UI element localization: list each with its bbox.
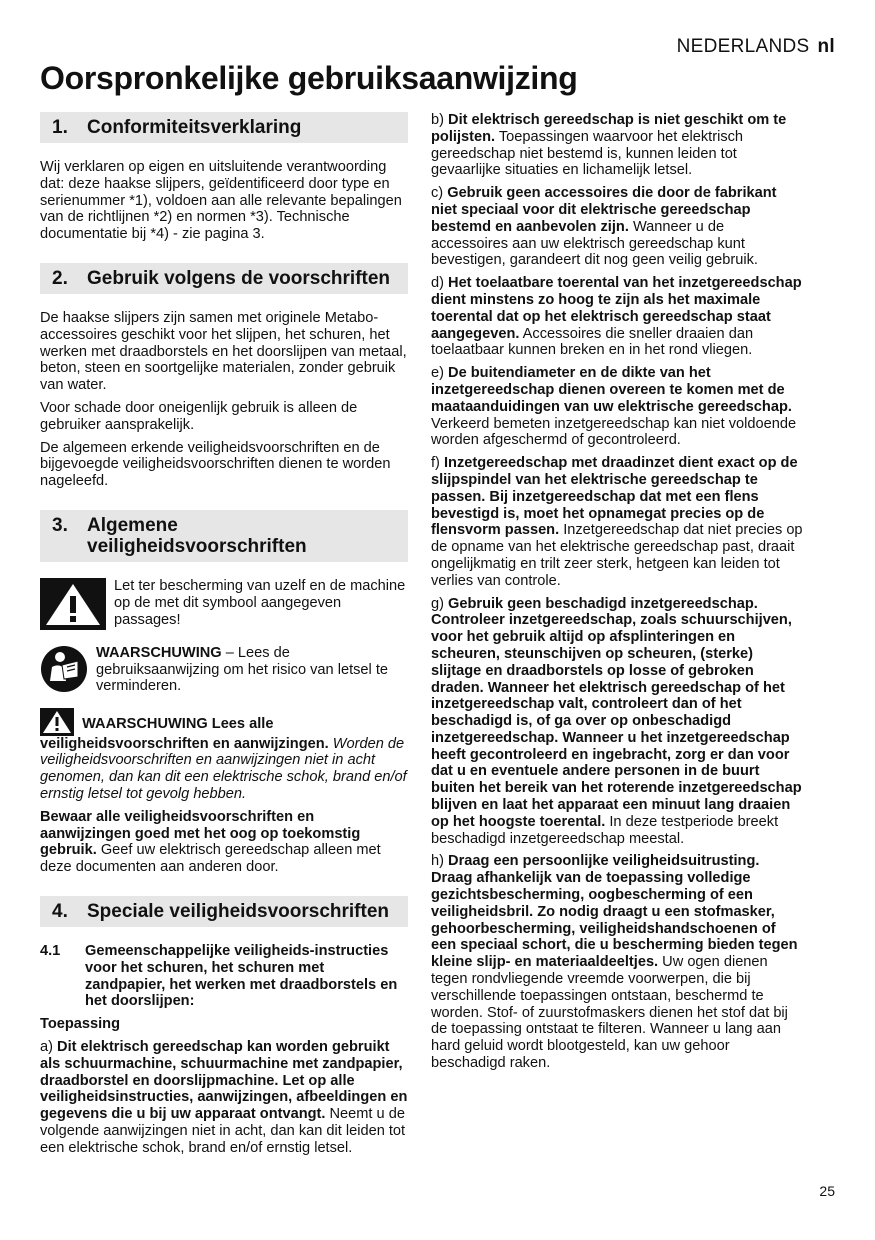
page-title: Oorspronkelijke gebruiksaanwijzing bbox=[40, 60, 578, 96]
section-title: Algemene veiligheidsvoorschriften bbox=[87, 514, 307, 557]
section-number: 1. bbox=[52, 117, 68, 138]
item-f: f) Inzetgereedschap met draadinzet dient exact op de slijpspindel van het elektrische gereedschap te passen. Bij inzetgereedschap dat met een flens bevestigd is, moet het opnamegat precies op de flensvorm passen. Inzetgereedschap dat niet precies op de opname van het elektrische gereedschap past, draait ongelijkmatig en trilt zeer sterk, hetgeen kan leiden tot verlies van controle. bbox=[431, 455, 803, 589]
keep-instructions-text: Bewaar alle veiligheidsvoorschriften en aanwijzingen goed met het oog op toekomstig gebruik. Geef uw elektrisch gereedschap alleen met deze documenten aan anderen door. bbox=[40, 808, 381, 876]
warning-text: – Lees de gebruiksaanwijzing om het risico van letsel te verminderen. bbox=[96, 644, 389, 695]
section-number: 4. bbox=[52, 900, 68, 922]
liability-text: Voor schade door oneigenlijk gebruik is alleen de gebruiker aansprakelijk. bbox=[40, 399, 358, 433]
item-a: a) Dit elektrisch gereedschap kan worden gebruikt als schuurmachine, schuurmachine met zandpapier, draadborstel en doorslijpmachine. Let op alle veiligheidsinstructies, aanwijzingen, afbeeldingen en gegevens die u bij uw apparaat ontvangt. Neemt u de volgende aanwijzingen niet in acht, dan kan dit leiden tot een elektrische schok, brand en/of ernstig letsel. bbox=[40, 1038, 408, 1156]
item-c: c) Gebruik geen accessoires die door de fabrikant niet speciaal voor dit elektrische gereedschap bestemd en aanbevolen zijn. Wanneer u de accessoires aan uw elektrisch gereedschap kunt bevestigen, garandeert dit nog geen veilig gebruik. bbox=[431, 185, 777, 269]
language-header bbox=[677, 36, 835, 58]
section-4-heading bbox=[40, 896, 408, 927]
right-column bbox=[431, 112, 803, 1078]
toepassing-heading: Toepassing bbox=[40, 1016, 121, 1033]
small-warning-triangle-icon bbox=[40, 716, 82, 732]
read-manual-icon bbox=[40, 645, 88, 698]
read-manual-warning bbox=[40, 645, 408, 698]
item-d: d) Het toelaatbare toerental van het inzetgereedschap dient minstens zo hoog te zijn als het maximale toerental dat op het elektrisch gereedschap staat aangegeven. Accessoires die sneller draaien dan toelaatbaar kunnen breken en in het rond vliegen. bbox=[431, 275, 802, 359]
subsection-number: 4.1 bbox=[40, 942, 61, 959]
safety-instructions-warning bbox=[40, 708, 408, 803]
intended-use-text: De haakse slijpers zijn samen met originele Metabo-accessoires geschikt voor het slijpen, het schuren, het werken met draadborstels en het doorslijpen van metaal, beton, steen en soortgelijke materialen, zonder gebruik van water. bbox=[40, 309, 407, 394]
section-2-heading bbox=[40, 263, 408, 294]
item-b: b) Dit elektrisch gereedschap is niet geschikt om te polijsten. Toepassingen waarvoor het elektrisch gereedschap niet bestemd is, kunnen leiden tot gevaarlijke situaties en lichamelijk letsel. bbox=[431, 112, 787, 179]
warning-label: WAARSCHUWING bbox=[96, 644, 222, 661]
subsection-title: Gemeenschappelijke veiligheids-instructies voor het schuren, het schuren met zandpapier, het werken met draadborstels en het doorslijpen: bbox=[85, 942, 398, 1010]
section-3-heading bbox=[40, 510, 408, 562]
page-number: 25 bbox=[819, 1183, 835, 1199]
item-h: h) Draag een persoonlijke veiligheidsuitrusting. Draag afhankelijk van de toepassing volledige gezichtsbescherming, oogbescherming of een veiligheidsbril. Zo nodig draagt u een stofmasker, gehoorbescherming, veiligheidshandschoenen of een speciaal schort, die u bescherming bieden tegen kleine slijp- en materiaaldeeltjes. Uw ogen dienen tegen rondvliegende vreemde voorwerpen, die bij verschillende toepassingen ontstaan, beschermd te worden. Stof- of zuurstofmaskers dienen het stof dat bij de toepassing ontstaat te filteren. Wanneer u lang aan hard geluid wordt blootgesteld, kan uw gehoor beschadigd raken. bbox=[431, 853, 798, 1072]
warning-symbol-text: Let ter bescherming van uzelf en de machine op de met dit symbool aangegeven passages! bbox=[114, 577, 406, 628]
section-1-heading bbox=[40, 112, 408, 143]
section-number: 3. bbox=[52, 514, 68, 536]
warning-symbol-note bbox=[40, 578, 408, 635]
left-column bbox=[40, 112, 408, 1162]
section-number: 2. bbox=[52, 267, 68, 289]
warning-bold-text: WAARSCHUWING Lees alle veiligheidsvoorschriften en aanwijzingen. bbox=[40, 715, 329, 752]
regulations-text: De algemeen erkende veiligheidsvoorschriften en de bijgevoegde veiligheidsvoorschriften dienen te worden nageleefd. bbox=[40, 439, 391, 490]
language-label: NEDERLANDS bbox=[676, 36, 810, 57]
section-title: Speciale veiligheidsvoorschriften bbox=[87, 900, 389, 922]
section-title: Conformiteitsverklaring bbox=[87, 117, 302, 138]
section-title: Gebruik volgens de voorschriften bbox=[87, 267, 391, 289]
warning-italic-text: Worden de veiligheidsvoorschriften en aanwijzingen niet in acht genomen, dan kan dit een elektrische schok, brand en/of ernstig letsel tot gevolg hebben. bbox=[40, 735, 407, 802]
item-e: e) De buitendiameter en de dikte van het inzetgereedschap dienen overeen te komen met de maataanduidingen van uw elektrische gereedschap. Verkeerd bemeten inzetgereedschap kan niet voldoende worden afgeschermd of gecontroleerd. bbox=[431, 365, 797, 449]
language-code: nl bbox=[817, 36, 835, 57]
warning-triangle-icon bbox=[40, 578, 106, 635]
conformity-text: Wij verklaren op eigen en uitsluitende verantwoording dat: deze haakse slijpers, geïdentificeerd door type en serienummer *1), voldoen aan alle relevante bepalingen van de richtlijnen *2) en normen *3). Technische documentatie bij *4) - zie pagina 3. bbox=[40, 159, 402, 243]
subsection-4-1 bbox=[40, 943, 408, 1010]
item-g: g) Gebruik geen beschadigd inzetgereedschap. Controleer inzetgereedschap, zoals schuurschijven, voor het gebruik altijd op afsplinteringen en scheuren, steunschijven op scheuren, (sterke) slijtage en draadborstels op losse of gebroken draden. Wanneer het elektrisch gereedschap of het inzetgereedschap valt, controleert dan of het beschadigd is, of ga over op onbeschadigd inzetgereedschap. Wanneer u het inzetgereedschap heeft gecontroleerd en ingebracht, zorg er dan voor dat u en eventuele andere personen in de buurt buiten het bereik van het roterende inzetgereedschap blijven en laat het apparaat een minuut lang draaien op het hoogste toerental. In deze testperiode breekt beschadigd inzetgereedschap meestal. bbox=[431, 595, 802, 847]
